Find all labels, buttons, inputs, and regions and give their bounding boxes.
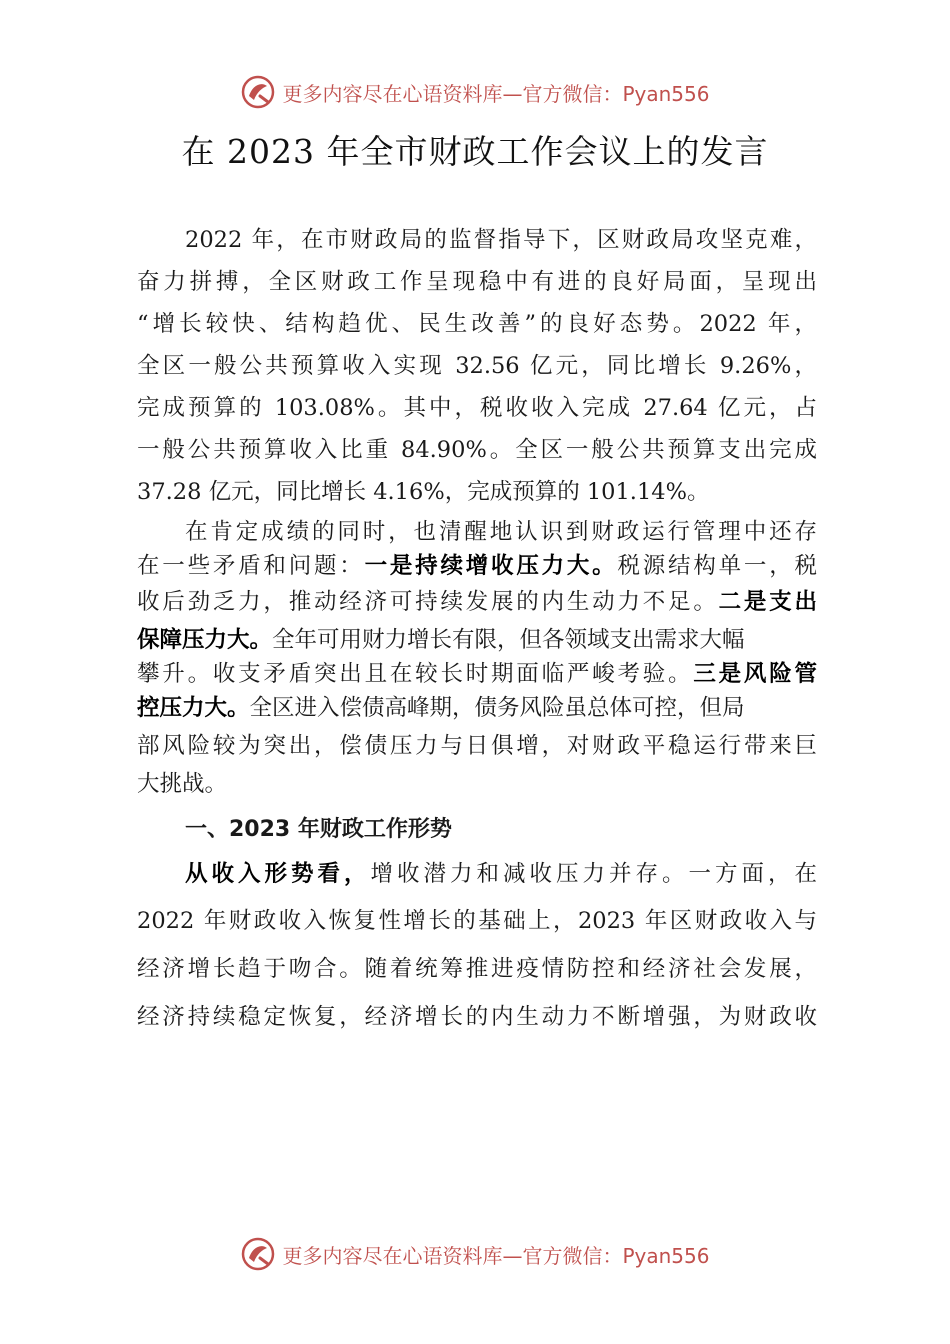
paragraph-3-line [185,856,817,888]
watermark-logo-icon [240,74,276,110]
paragraph-2-text: 全年可用财力增长有限，但各领域支出需求大幅 [272,627,745,653]
paragraph-2-line: 在肯定成绩的同时，也清醒地认识到财政运行管理中还存 [185,519,817,545]
watermark-header [0,70,950,114]
paragraph-2-line: 部风险较为突出，偿债压力与日俱增，对财政平稳运行带来巨 [137,733,817,759]
paragraph-2-text: 税源结构单一，税 [617,553,817,579]
income-outlook-heading: 从收入形势看， [185,861,371,887]
paragraph-2-line [137,690,817,722]
document-title: 在 2023 年全市财政工作会议上的发言 [181,132,769,171]
watermark-logo-icon [240,1236,276,1272]
watermark-text: 更多内容尽在心语资料库—官方微信：Pyan556 [282,1243,710,1268]
paragraph-2-line [137,548,817,580]
paragraph-1-line: 37.28 亿元，同比增长 4.16%，完成预算的 101.14%。 [137,479,710,505]
paragraph-2-line [137,656,817,688]
paragraph-2-line [137,622,817,654]
paragraph-3-text: 增收潜力和减收压力并存。一方面，在 [370,861,817,887]
watermark-text: 更多内容尽在心语资料库—官方微信：Pyan556 [282,81,710,106]
paragraph-2-text: 攀升。收支矛盾突出且在较长时期面临严峻考验。 [137,661,694,687]
paragraph-2-text: 全区进入偿债高峰期，债务风险虽总体可控，但局 [249,695,745,721]
paragraph-2-text: 收后劲乏力，推动经济可持续发展的内生动力不足。 [137,589,719,615]
paragraph-1-line: 完成预算的 103.08%。其中，税收收入完成 27.64 亿元，占 [137,395,817,421]
paragraph-3-line: 经济持续稳定恢复，经济增长的内生动力不断增强，为财政收 [137,1004,817,1030]
paragraph-2-line [137,584,817,616]
paragraph-3-line: 2022 年财政收入恢复性增长的基础上，2023 年区财政收入与 [137,908,817,934]
paragraph-1-line: 奋力拼搏，全区财政工作呈现稳中有进的良好局面，呈现出 [137,269,817,295]
paragraph-2-text: 在一些矛盾和问题： [137,553,365,579]
paragraph-1-line: “增长较快、结构趋优、民生改善”的良好态势。2022 年， [137,311,817,337]
paragraph-3-line: 经济增长趋于吻合。随着统筹推进疫情防控和经济社会发展， [137,956,817,982]
point-two-heading: 二是支出 [718,589,817,615]
paragraph-1-line: 一般公共预算收入比重 84.90%。全区一般公共预算支出完成 [137,437,817,463]
paragraph-1-line: 全区一般公共预算收入实现 32.56 亿元，同比增长 9.26%， [137,353,817,379]
section-heading: 一、2023 年财政工作形势 [185,817,452,842]
point-one-heading: 一是持续增收压力大。 [364,553,618,579]
paragraph-1-line: 2022 年，在市财政局的监督指导下，区财政局攻坚克难， [185,227,817,253]
paragraph-2-line: 大挑战。 [137,771,228,797]
point-two-heading: 保障压力大。 [137,627,273,653]
point-three-heading: 三是风险管 [693,661,817,687]
point-three-heading: 控压力大。 [137,695,250,721]
watermark-footer [0,1232,950,1276]
